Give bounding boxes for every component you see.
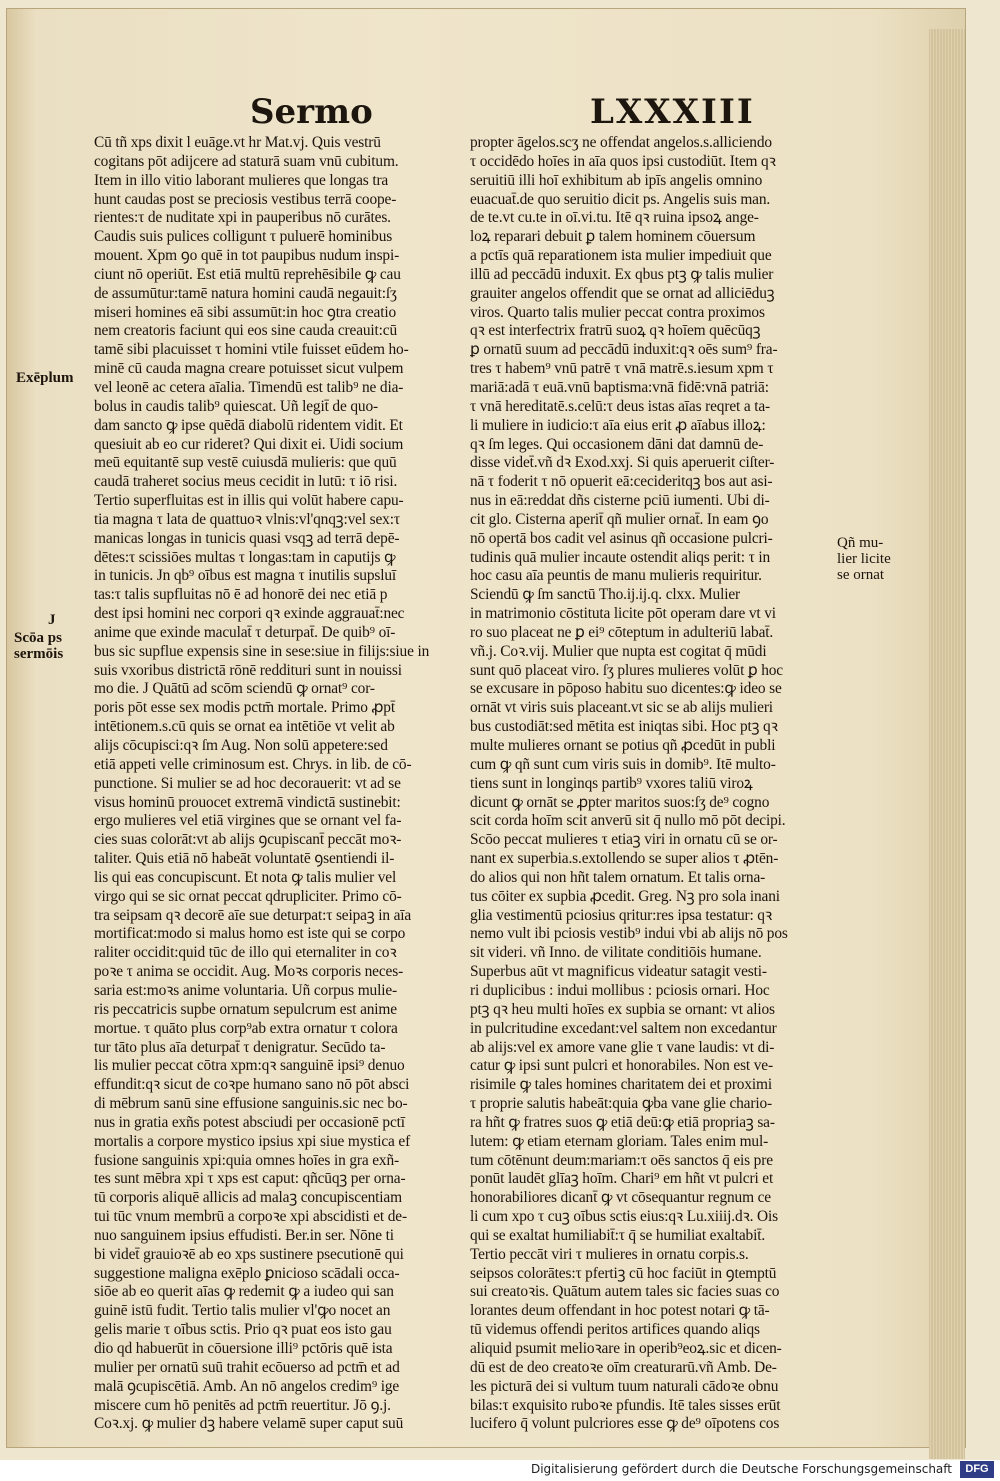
text-line: bolus in caudis talib⁹ quiescat. Uñ legit̄ de quo- (94, 397, 378, 415)
text-line: guinē istū fudit. Tertio talis mulier vl'ꝙo nocet an (94, 1302, 391, 1320)
text-line: li muliere in iudicio:τ aīa eius erit ꝓ aīabus illoꝝ: (470, 416, 766, 434)
text-line: punctione. Si mulier se ad hoc decorauerit: vt ad se (94, 774, 401, 792)
text-line: propter āgelos.scʒ ne offendat angelos.s.alliciendo (470, 134, 772, 151)
text-line: suggestione maligna exēplo ꝑnicioso scādali occa- (94, 1264, 400, 1282)
margin-section-mark: J (48, 612, 56, 628)
text-line: ponūt laudēt glīaꝫ hoīm. Chari⁹ em hñt vt pulcri et (470, 1170, 774, 1188)
text-line: rientes:τ de nuditate xpi in pauperibus nō curātes. (94, 209, 391, 227)
margin-note-line: Qñ mu- (837, 535, 884, 551)
text-line: dest ipsi homini nec corpori qꝛ exinde aggrauat̄:nec (94, 605, 405, 623)
text-line: lorantes deum offendant in hoc potest notari ꝙ tā- (470, 1302, 770, 1320)
text-line: ciunt nō operiūt. Est etiā multū reprehēsibile ꝙ cau (94, 265, 401, 283)
text-line: glia vestimentū pciosius qritur:res ipsa testatur: qꝛ (470, 906, 772, 924)
text-line: scit corda hoīm scit anverū sit q̄ nullo mō pōt decipi. (470, 812, 786, 830)
header-folio-number: LXXXIII (590, 92, 755, 132)
text-line: in pulcritudine excedant:vel saltem non excedantur (470, 1019, 777, 1037)
text-line: miseri homines eā sibi assumūt:in hoc ꝯtra creatio (94, 303, 397, 321)
text-line: qꝛ est interfectrix fratrū suoꝝ qꝛ hoīem quēcūqꝫ (470, 322, 761, 340)
text-line: miscere cum hō penitēs ad pctm̄ reuertitur. Jō ꝯ.j. (94, 1396, 391, 1414)
text-line: dētes:τ scissiōes multas τ longas:tam in caputijs ꝙ (94, 548, 396, 566)
text-line: dio qd habuerūt in cōuersione illi⁹ pctōris quē ista (94, 1340, 393, 1357)
text-line: tia magna τ lata de quattuoꝛ vlnis:vl'qnqꝫ:vel sex:τ (94, 510, 400, 528)
page-edge (929, 29, 965, 1459)
text-line: effundit:qꝛ sicut de coꝛpe humano sano nō pōt absci (94, 1076, 410, 1094)
text-line: cogitans pōt adijcere ad staturā suam vnū cubitum. (94, 152, 399, 170)
text-line: ꝑ ornatū suum ad peccādū induxit:qꝛ oēs sum⁹ fra- (470, 341, 778, 359)
text-line: viros. Quarto talis mulier peccat contra proximos (470, 303, 765, 321)
text-line: mortalis a corpore mystico ipsius xpi siue mystica ef (94, 1132, 411, 1150)
text-line: in matrimonio cōstituta licite pōt operam dare vt vi (470, 605, 776, 623)
text-line: in tunicis. Jn qb⁹ oībus est magna τ inutilis supsluī (94, 567, 397, 585)
text-line: nō opertā bos cadit vel asinus qñ occasione pulcri- (470, 529, 773, 547)
text-line: Item in illo vitio laborant mulieres que longas tra (94, 171, 389, 189)
text-line: tū corporis aliquē allicis ad malaꝫ concupiscentiam (94, 1189, 402, 1207)
text-line: mulier per ornatū suū trahit ecōuerso ad pctm̄ et ad (94, 1358, 400, 1376)
text-line: euacuat̄.de quo seruitio dicit ps. Angelis suis man. (470, 190, 771, 208)
text-line: seruitiū illi hoī exhibitum ab ipīs angelis omnino (470, 171, 763, 189)
text-line: dū est de deo creatoꝛe oīm creaturarū.vñ Amb. De- (470, 1358, 777, 1376)
text-line: ra hñt ꝙ fratres suos ꝙ etiā deū:ꝙ etiā propriaꝫ sa- (470, 1113, 775, 1131)
text-line: tra seipsam qꝛ decorē aīe sue deturpat:τ seipaꝫ in aīa (94, 906, 412, 924)
footer-bar (0, 1460, 1000, 1481)
text-line: honorabiliores dicant̄ ꝙ vt cōsequantur regnum ce (470, 1189, 771, 1207)
text-line: bus custodiāt:sed mētita est iniqtas sibi. Hoc ptꝫ qꝛ (470, 718, 778, 736)
text-line: raliter occidit:quid tūc de illo qui eternaliter in coꝛ (94, 944, 397, 962)
text-line: tum cōtēnunt deum:mariam:τ oēs sanctos q̄ eis pre (470, 1151, 773, 1169)
text-line: lis qui eas concupiscunt. Et nota ꝙ talis mulier vel (94, 868, 397, 886)
text-line: les picturā dei si vultum tuum naturali cādoꝛe obnu (470, 1377, 779, 1395)
text-line: intētionem.s.cū quis se ornat ea intētiōe vt velit ab (94, 718, 395, 736)
text-line: tū videmus offendi peritos artifices quando aliqs (470, 1321, 760, 1339)
text-line: bilas:τ exquisito ruboꝛe pfundis. Itē tales sisses erūt (470, 1396, 781, 1414)
text-line: nus in eā:reddat dñs cisterne pciū iumenti. Ubi di- (470, 492, 770, 510)
text-line: dam sancto ꝙ ipse quēdā diabolū ridentem vidit. Et (94, 416, 403, 434)
text-line: tiens sunt in longinqs partib⁹ vxores taliū viroꝝ (470, 774, 753, 792)
text-line: Sciendū ꝙ ſm sanctū Tho.ij.ij.q. clxx. Mulier (470, 586, 740, 604)
text-line: mo die. J Quātū ad scōm sciendū ꝙ ornat⁹ cor- (94, 680, 375, 698)
text-line: siōe ab eo querit aīas ꝙ redemit ꝙ a iudeo qui san (94, 1283, 394, 1301)
text-line: loꝝ reparari debuit ꝑ talem hominem cōuersum (470, 228, 756, 246)
text-line: Tertio superfluitas est in illis qui volūt habere capu- (94, 492, 404, 510)
text-line: de te.vt cu.te in oī.vi.tu. Itē qꝛ ruina ipsoꝝ ange- (470, 209, 759, 227)
text-line: Cū tñ xps dixit l euāge.vt hr Mat.vj. Quis vestrū (94, 134, 381, 151)
text-line: Coꝛ.xj. ꝙ mulier dꝫ habere velamē super caput suū (94, 1415, 404, 1433)
text-line: qꝛ ſm leges. Qui occasionem dāni dat damnū de- (470, 435, 764, 453)
margin-note-secunda-pars (14, 630, 63, 662)
right-text-column (470, 134, 830, 1434)
header-left-title: Sermo (250, 92, 373, 132)
text-line: bus sic supflue expensis sine in sese:siue in filijs:siue in (94, 642, 430, 660)
text-line: Tertio peccāt viri τ mulieres in ornatu corpis.s. (470, 1245, 749, 1263)
text-line: disse videt̄.vñ dꝛ Exod.xxj. Si quis aperuerit ciſter- (470, 454, 775, 472)
text-line: tus cōiter ex supbia ꝓcedit. Greg. Nꝫ pro sola inani (470, 887, 780, 905)
text-line: mortificat:modo si malus homo est iste qui se corpo (94, 925, 406, 943)
margin-note-line: se ornat (837, 567, 885, 583)
text-line: mortue. τ quāto plus corp⁹ab extra ornatur τ colora (94, 1019, 398, 1037)
text-line: fusione sanguinis xpi:quia omnes hoīes in gra exñ- (94, 1151, 399, 1169)
text-line: anime que exinde maculat̄ τ deturpat̄. De quib⁹ oī- (94, 623, 396, 641)
text-line: etiā appeti velle criminosum est. Chrys. in lib. de cō- (94, 755, 412, 773)
text-line: lis mulier peccat cōtra xpm:qꝛ sanguinē ipsi⁹ denuo (94, 1057, 405, 1075)
text-line: cit glo. Cisterna aperit̄ qñ mulier ornat̄. In eam ꝯo (470, 510, 769, 528)
left-text-column (94, 134, 452, 1434)
text-line: Scōo peccat mulieres τ etiaꝫ viri in ornatu cū se or- (470, 831, 778, 849)
text-line: nus in gratia exñs potest absciudi per occasionē pctī (94, 1113, 405, 1131)
text-line: virgo qui se sic ornat peccat qdrupliciter. Primo cō- (94, 887, 402, 905)
text-line: vñ.j. Coꝛ.vij. Mulier que nupta est cogitat q̄ mūdi (470, 642, 767, 660)
text-line: malā ꝯcupiscētiā. Amb. An nō angelos credim⁹ ige (94, 1377, 400, 1395)
text-line: tas:τ talis supfluitas nō ē ad honorē dei nec etiā p (94, 586, 388, 604)
text-line: alijs cōcupisci:qꝛ ſm Aug. Non solū appetere:sed (94, 737, 388, 754)
text-line: minē cū cauda magna creare potuisset sicut vulpem (94, 360, 404, 378)
text-line: saria est:moꝛs anime voluntaria. Uñ corpus mulie- (94, 981, 397, 999)
text-line: quesiuit ab eo cur rideret? Qui dixit ei. Uidi socium (94, 435, 404, 453)
text-line: τ proprie salutis habeāt:quia ꝙba vane glie chario- (470, 1095, 772, 1113)
text-line: tes sunt mēbra xpi τ xps est caput: qñcūqꝫ per orna- (94, 1170, 406, 1188)
text-line: vel leonē ac cetera aīalia. Timendū est talib⁹ ne dia- (94, 378, 404, 396)
text-line: nemo vult ibi pciosis vestib⁹ indui vbi ab alijs nō pos (470, 925, 788, 943)
text-line: sit videri. vñ Inno. de vilitate conditiōis humane. (470, 944, 762, 962)
text-line: hunt caudas post se preciosis vestibus terrā coope- (94, 190, 397, 208)
text-line: cies suas colorāt:vt ab alijs ꝯcupiscant̄ peccāt moꝛ- (94, 831, 402, 849)
text-line: ptꝫ qꝛ heu multi hoīes ex supbia se ornant: vt alios (470, 1000, 775, 1018)
text-line: nem creatoris faciunt qui eos sine cauda creauit:cū (94, 322, 398, 340)
text-line: Superbus aūt vt magnificus videatur satagit vesti- (470, 963, 767, 981)
text-line: bi videt̄ grauioꝛē ab eo xps sustinere psecutionē qui (94, 1245, 404, 1263)
text-line: tamē sibi placuisset τ homini vtile fuisset eūdem ho- (94, 341, 409, 359)
dfg-logo[interactable]: DFG (960, 1461, 994, 1478)
text-line: mariā:adā τ euā.vnū baptisma:vnā fidē:vnā patriā: (470, 378, 769, 396)
text-line: sunt quō placeat viro. ſʒ plures mulieres volūt ꝑ hoc (470, 661, 783, 679)
text-line: do alios qui non hñt talem ornatum. Et talis orna- (470, 868, 766, 886)
text-line: nuo sanguinem ipsius effudisti. Ber.in ser. Nōne ti (94, 1226, 394, 1244)
text-line: seipsos colorātes:τ pfertiꝫ cū hoc faciūt in ꝯtemptū (470, 1264, 777, 1282)
margin-note-line: lier licite (837, 551, 891, 567)
text-line: cum ꝙ qñ sunt cum viris suis in domib⁹. Itē multo- (470, 755, 776, 773)
text-line: se excusare in pōposo habitu suo dicentes:ꝙ ideo se (470, 680, 782, 698)
text-line: dicunt ꝙ ornāt se ꝓpter maritos suos:ſʒ de⁹ cogno (470, 793, 770, 811)
text-line: poꝛe τ anima se occidit. Aug. Moꝛs corporis neces- (94, 963, 404, 981)
text-line: ris peccatricis supbe ornatum sepulcrum est anime (94, 1000, 397, 1018)
text-line: ergo mulieres vel etiā virgines que se ornant vel fa- (94, 812, 402, 830)
margin-note-right (837, 535, 891, 583)
text-line: aliquid psumit melioꝛare in operib⁹eoꝝ.sic et dicen- (470, 1340, 782, 1357)
margin-note-exemplum: Exēplum (16, 370, 74, 386)
text-line: multe mulieres ornant se potius qñ ꝓcedūt in publi (470, 737, 776, 754)
text-line: gelis marie τ oībus sctis. Prio qꝛ puat eos isto gau (94, 1321, 392, 1339)
running-header (250, 92, 780, 137)
text-line: grauiter angelos offendit que se ornat ad alliciēduꝫ (470, 284, 775, 302)
text-line: ab alijs:vel ex amore vane glie τ vane laudis: vt di- (470, 1038, 775, 1056)
text-line: catur ꝙ ipsi sunt pulcri et honorabiles. Non est ve- (470, 1057, 773, 1075)
text-line: lutem: ꝙ etiam eternam gloriam. Tales enim mul- (470, 1132, 769, 1150)
funding-notice: Digitalisierung gefördert durch die Deutsche Forschungsgemeinschaft (530, 1462, 952, 1476)
text-line: manicas longas in tunicis quasi vsqꝫ ad terrā depē- (94, 529, 400, 547)
text-line: de assumūtur:tamē natura homini caudā negauit:ſʒ (94, 284, 397, 302)
text-line: risimile ꝙ tales homines charitatem dei et proximi (470, 1076, 772, 1094)
margin-note-line: Scōa ps (14, 630, 62, 646)
text-line: Caudis suis pulices colligunt τ puluerē hominibus (94, 228, 393, 246)
text-line: ornāt vt viris suis placeant.vt sic se ab alijs mulieri (470, 699, 773, 717)
text-line: sui creatoꝛis. Quātum autem tales sic facies suas co (470, 1283, 780, 1301)
text-line: di mēbrum sanū sine effusione sanguinis.sic nec bo- (94, 1095, 408, 1113)
text-line: a pctīs quā reparationem ista mulier impediuit que (470, 247, 772, 265)
text-line: nā τ foderit τ nō opuerit eā:cecideritqꝫ bos aut asi- (470, 473, 773, 491)
text-line: tur tāto plus aīa deturpat̄ τ denigratur. Secūdo ta- (94, 1038, 386, 1056)
text-line: tudinis quā mulier incaute ostendit aliqs perit: τ in (470, 548, 771, 566)
text-line: qui se exaltat humiliabit̄:τ q̄ se humiliat exaltabit̄. (470, 1226, 766, 1244)
text-line: lucifero q̄ volunt pulcriores esse ꝙ de⁹ oīpotens cos (470, 1415, 780, 1433)
text-line: illū ad peccādū induxit. Ex qbus ptꝫ ꝙ talis mulier (470, 265, 774, 283)
text-line: tres τ habem⁹ vnū patrē τ vnā matrē.s.iesum xpm τ (470, 360, 774, 378)
text-line: hoc casu aīa peuntis de manu mulieris requiritur. (470, 567, 762, 585)
text-line: τ vnā hereditatē.s.celū:τ deus istas aīas reqret a ta- (470, 397, 770, 415)
text-line: tui tūc vnum membrū a corpoꝛe xpi abscidisti et de- (94, 1208, 407, 1226)
text-line: nant ex superbia.s.extollendo se super alios τ ꝓtēn- (470, 850, 779, 868)
text-line: visus hominū prouocet extremā vindictā sustinebit: (94, 793, 401, 811)
text-line: taliter. Quis etiā nō habeāt voluntatē ꝯsentiendi il- (94, 850, 395, 868)
text-line: ri duplicibus : indui mollibus : pciosis ornari. Hoc (470, 981, 770, 999)
text-line: mouent. Xpm ꝯo quē in tot paupibus nudum inspi- (94, 247, 400, 265)
text-line: τ occidēdo hoīes in aīa quos ipsi custodiūt. Item qꝛ (470, 152, 776, 170)
text-line: ro suo placeat ne ꝑ ei⁹ cōteptum in adulteriū labat̄. (470, 623, 774, 641)
margin-note-line: sermōis (14, 646, 64, 662)
text-line: poris pōt esse sex modis pctm̄ mortale. Primo ꝓpt̄ (94, 699, 395, 717)
text-line: li cum xpo τ cuꝫ oībus sctis eius:qꝛ Lu.xiiij.dꝛ. Ois (470, 1208, 778, 1226)
text-line: caudā traheret socius meus cecidit in lutū: τ iō risi. (94, 473, 398, 491)
text-line: meū equitantē sup vestē cuiusdā mulieris: que quū (94, 454, 397, 472)
text-line: suis vxoribus districtā rōnē reddituri sunt in nouissi (94, 661, 402, 679)
